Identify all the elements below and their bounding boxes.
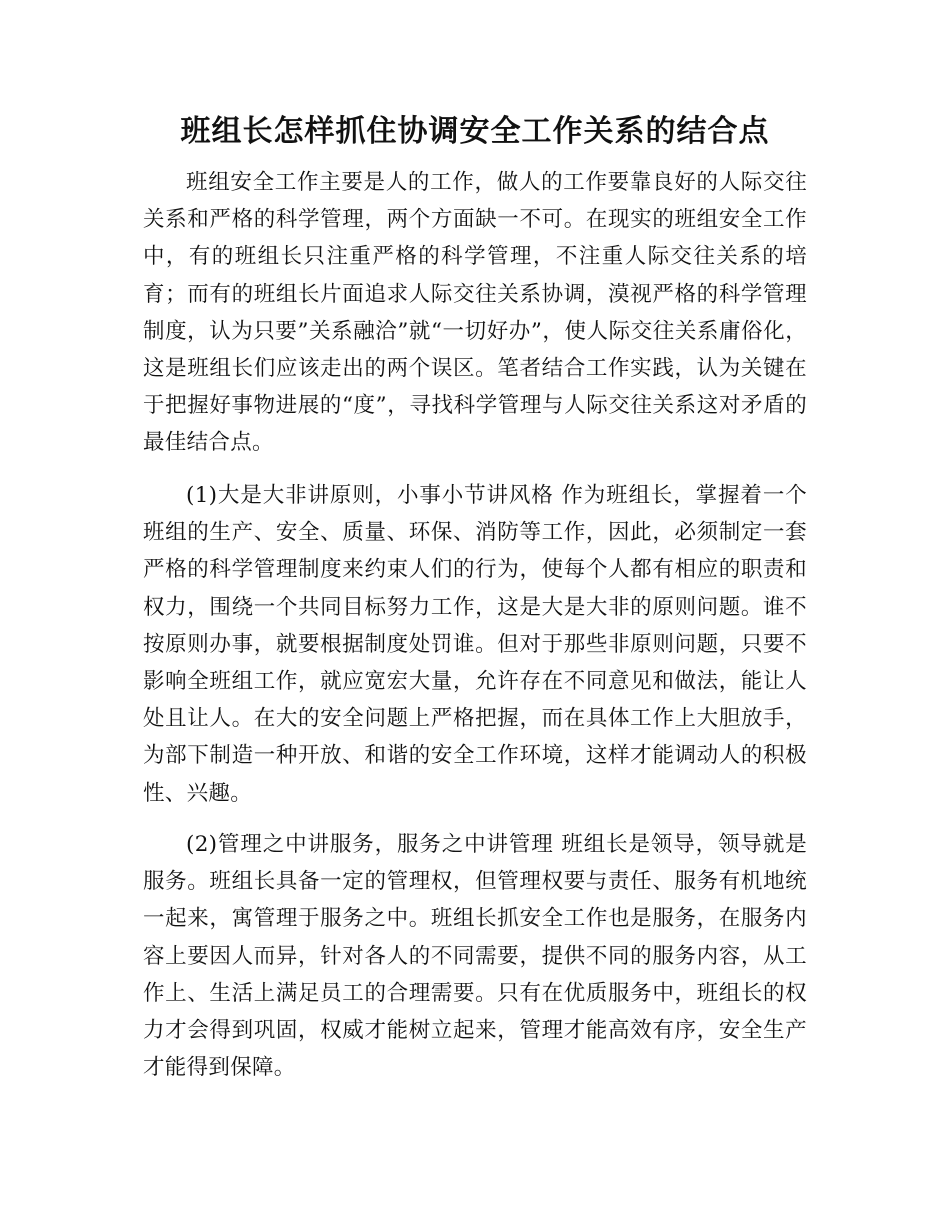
document-title: 班组长怎样抓住协调安全工作关系的结合点 [180, 114, 770, 149]
paragraph-intro: 班组安全工作主要是人的工作，做人的工作要靠良好的人际交往关系和严格的科学管理，两个方面缺一不可。在现实的班组安全工作中，有的班组长只注重严格的科学管理，不注重人际交往关系的培育；而有的班组长片面追求人际交往关系协调，漠视严格的科学管理制度，认为只要”关系融洽”就“一切好办”，使人际交往关系庸俗化，这是班组长们应该走出的两个误区。笔者结合工作实践，认为关键在于把握好事物进展的“度”，寻找科学管理与人际交往关系这对矛盾的最佳结合点。 [143, 170, 807, 456]
paragraph-principle: (1)大是大非讲原则，小事小节讲风格 作为班组长，掌握着一个班组的生产、安全、质量、环保、消防等工作，因此，必须制定一套严格的科学管理制度来约束人们的行为，使每个人都有相应的职责和权力，围绕一个共同目标努力工作，这是大是大非的原则问题。谁不按原则办事，就要根据制度处罚谁。但对于那些非原则问题，只要不影响全班组工作，就应宽宏大量，允许存在不同意见和做法，能让人处且让人。在大的安全问题上严格把握，而在具体工作上大胆放手，为部下制造一种开放、和谐的安全工作环境，这样才能调动人的积极性、兴趣。 [143, 483, 807, 806]
paragraph-service: (2)管理之中讲服务，服务之中讲管理 班组长是领导，领导就是服务。班组长具备一定的管理权，但管理权要与责任、服务有机地统一起来，寓管理于服务之中。班组长抓安全工作也是服务，在服务内容上要因人而异，针对各人的不同需要，提供不同的服务内容，从工作上、生活上满足员工的合理需要。只有在优质服务中，班组长的权力才会得到巩固，权威才能树立起来，管理才能高效有序，安全生产才能得到保障。 [143, 832, 807, 1081]
